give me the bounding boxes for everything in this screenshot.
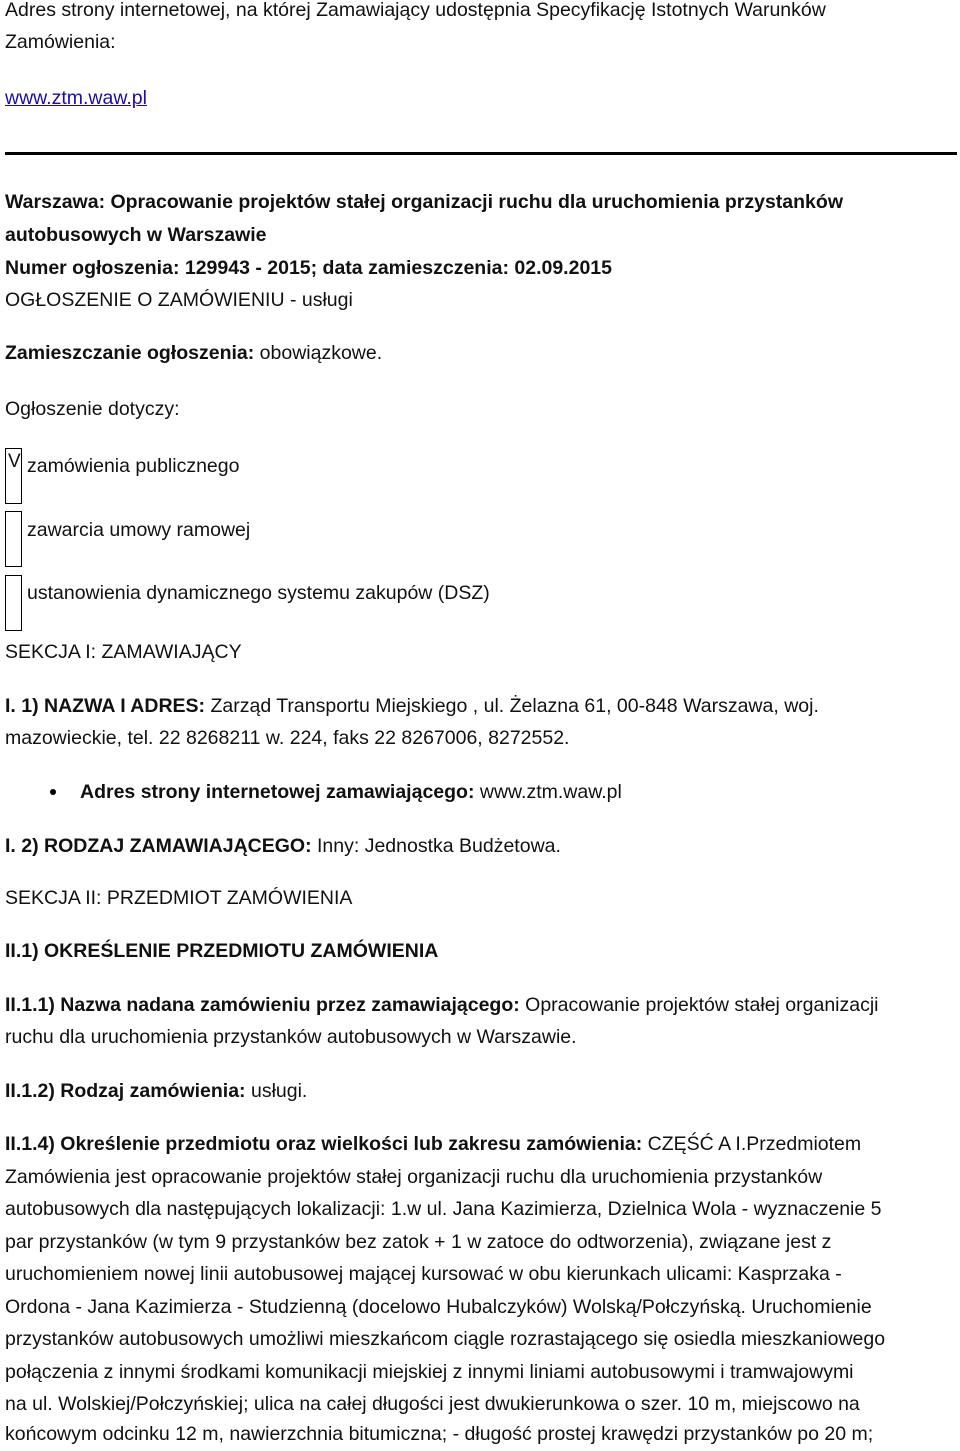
notice-type: OGŁOSZENIE O ZAMÓWIENIU - usługi xyxy=(5,289,353,311)
intro-line-2: Zamówienia: xyxy=(5,31,116,53)
option-label-framework-agreement: zawarcia umowy ramowej xyxy=(27,519,251,541)
authority-website-row xyxy=(80,778,622,806)
scope-value-start: CZĘŚĆ A I.Przedmiotem xyxy=(647,1133,862,1155)
scope-line: uruchomieniem nowej linii autobusowej mającej kursować w obu kierunkach ulicami: Kasprzaka - xyxy=(5,1263,842,1285)
web-value: www.ztm.waw.pl xyxy=(479,781,622,803)
scope-line: par przystanków (w tym 9 przystanków bez zatok + 1 w zatoce do odtworzenia), związane jest z xyxy=(5,1231,832,1253)
name-value-1: Zarząd Transportu Miejskiego , ul. Żelazna 61, 00-848 Warszawa, woj. xyxy=(210,695,819,717)
contract-name-value-2: ruchu dla uruchomienia przystanków autobusowych w Warszawie. xyxy=(5,1026,577,1048)
title-line-1-text: Warszawa: Opracowanie projektów stałej organizacji ruchu dla uruchomienia przystanków xyxy=(5,191,843,213)
contract-kind-value: usługi. xyxy=(250,1080,308,1102)
subheading-text: II.1) OKREŚLENIE PRZEDMIOTU ZAMÓWIENIA xyxy=(5,940,439,962)
contracting-authority-name-row xyxy=(5,692,819,720)
scope-line: połączenia z innymi środkami komunikacji miejskiej z innymi liniami autobusowymi i tramwajowymi xyxy=(5,1361,854,1383)
checkbox-public-contract[interactable] xyxy=(5,448,22,504)
authority-type-row xyxy=(5,832,561,860)
web-label: Adres strony internetowej zamawiającego: xyxy=(80,781,475,803)
option-label-public-contract: zamówienia publicznego xyxy=(27,455,240,477)
section-1-heading: SEKCJA I: ZAMAWIAJĄCY xyxy=(5,641,242,663)
scope-label: II.1.4) Określenie przedmiotu oraz wielkości lub zakresu zamówienia: xyxy=(5,1133,643,1155)
siwz-url-row xyxy=(5,84,147,112)
contract-kind-row xyxy=(5,1077,307,1105)
placement-value: obowiązkowe. xyxy=(259,342,383,364)
title-line-2 xyxy=(5,221,267,249)
intro-line-1: Adres strony internetowej, na której Zamawiający udostępnia Specyfikację Istotnych Warunków xyxy=(5,0,826,21)
type-value: Inny: Jednostka Budżetowa. xyxy=(317,835,561,857)
scope-line: Ordona - Jana Kazimierza - Studzienną (docelowo Hubalczyków) Wolską/Połczyńską. Uruchomienie xyxy=(5,1296,872,1318)
scope-line: końcowym odcinku 12 m, nawierzchnia bitumiczna; - długość prostej krawędzi przystanków po 20 m; xyxy=(5,1423,874,1445)
scope-row xyxy=(5,1130,861,1158)
contract-name-row xyxy=(5,991,879,1019)
checkbox-mark: V xyxy=(8,451,21,472)
title-line-2-text: autobusowych w Warszawie xyxy=(5,224,267,246)
contract-name-label: II.1.1) Nazwa nadana zamówieniu przez zamawiającego: xyxy=(5,994,520,1016)
name-label: I. 1) NAZWA I ADRES: xyxy=(5,695,206,717)
placement-row xyxy=(5,339,382,367)
horizontal-divider xyxy=(5,152,957,155)
scope-line: autobusowych dla następujących lokalizacji: 1.w ul. Jana Kazimierza, Dzielnica Wola - wyznaczenie 5 xyxy=(5,1198,882,1220)
name-value-2: mazowieckie, tel. 22 8268211 w. 224, faks 22 8267006, 8272552. xyxy=(5,727,570,749)
notice-number-text: Numer ogłoszenia: 129943 - 2015; data zamieszczenia: 02.09.2015 xyxy=(5,257,612,279)
notice-number xyxy=(5,254,612,282)
siwz-url-link[interactable]: www.ztm.waw.pl xyxy=(5,87,147,109)
scope-line: przystanków autobusowych umożliwi mieszkańcom ciągle rozrastającego się osiedla mieszkaniowego xyxy=(5,1328,886,1350)
title-line-1 xyxy=(5,188,843,216)
checkbox-framework-agreement[interactable] xyxy=(5,511,22,567)
type-label: I. 2) RODZAJ ZAMAWIAJĄCEGO: xyxy=(5,835,312,857)
option-label-dynamic-purchasing: ustanowienia dynamicznego systemu zakupów (DSZ) xyxy=(27,582,490,604)
section-2-subheading xyxy=(5,937,438,965)
scope-line: Zamówienia jest opracowanie projektów stałej organizacji ruchu dla uruchomienia przystanków xyxy=(5,1166,823,1188)
placement-label: Zamieszczanie ogłoszenia: xyxy=(5,342,255,364)
contract-name-value-1: Opracowanie projektów stałej organizacji xyxy=(525,994,879,1016)
contract-kind-label: II.1.2) Rodzaj zamówienia: xyxy=(5,1080,246,1102)
concerns-label: Ogłoszenie dotyczy: xyxy=(5,398,180,420)
checkbox-dynamic-purchasing[interactable] xyxy=(5,575,22,631)
scope-line: na ul. Wolskiej/Połczyńskiej; ulica na całej długości jest dwukierunkowa o szer. 10 m, miejscowo na xyxy=(5,1393,860,1415)
section-2-heading: SEKCJA II: PRZEDMIOT ZAMÓWIENIA xyxy=(5,887,353,909)
bullet-icon xyxy=(50,789,56,795)
